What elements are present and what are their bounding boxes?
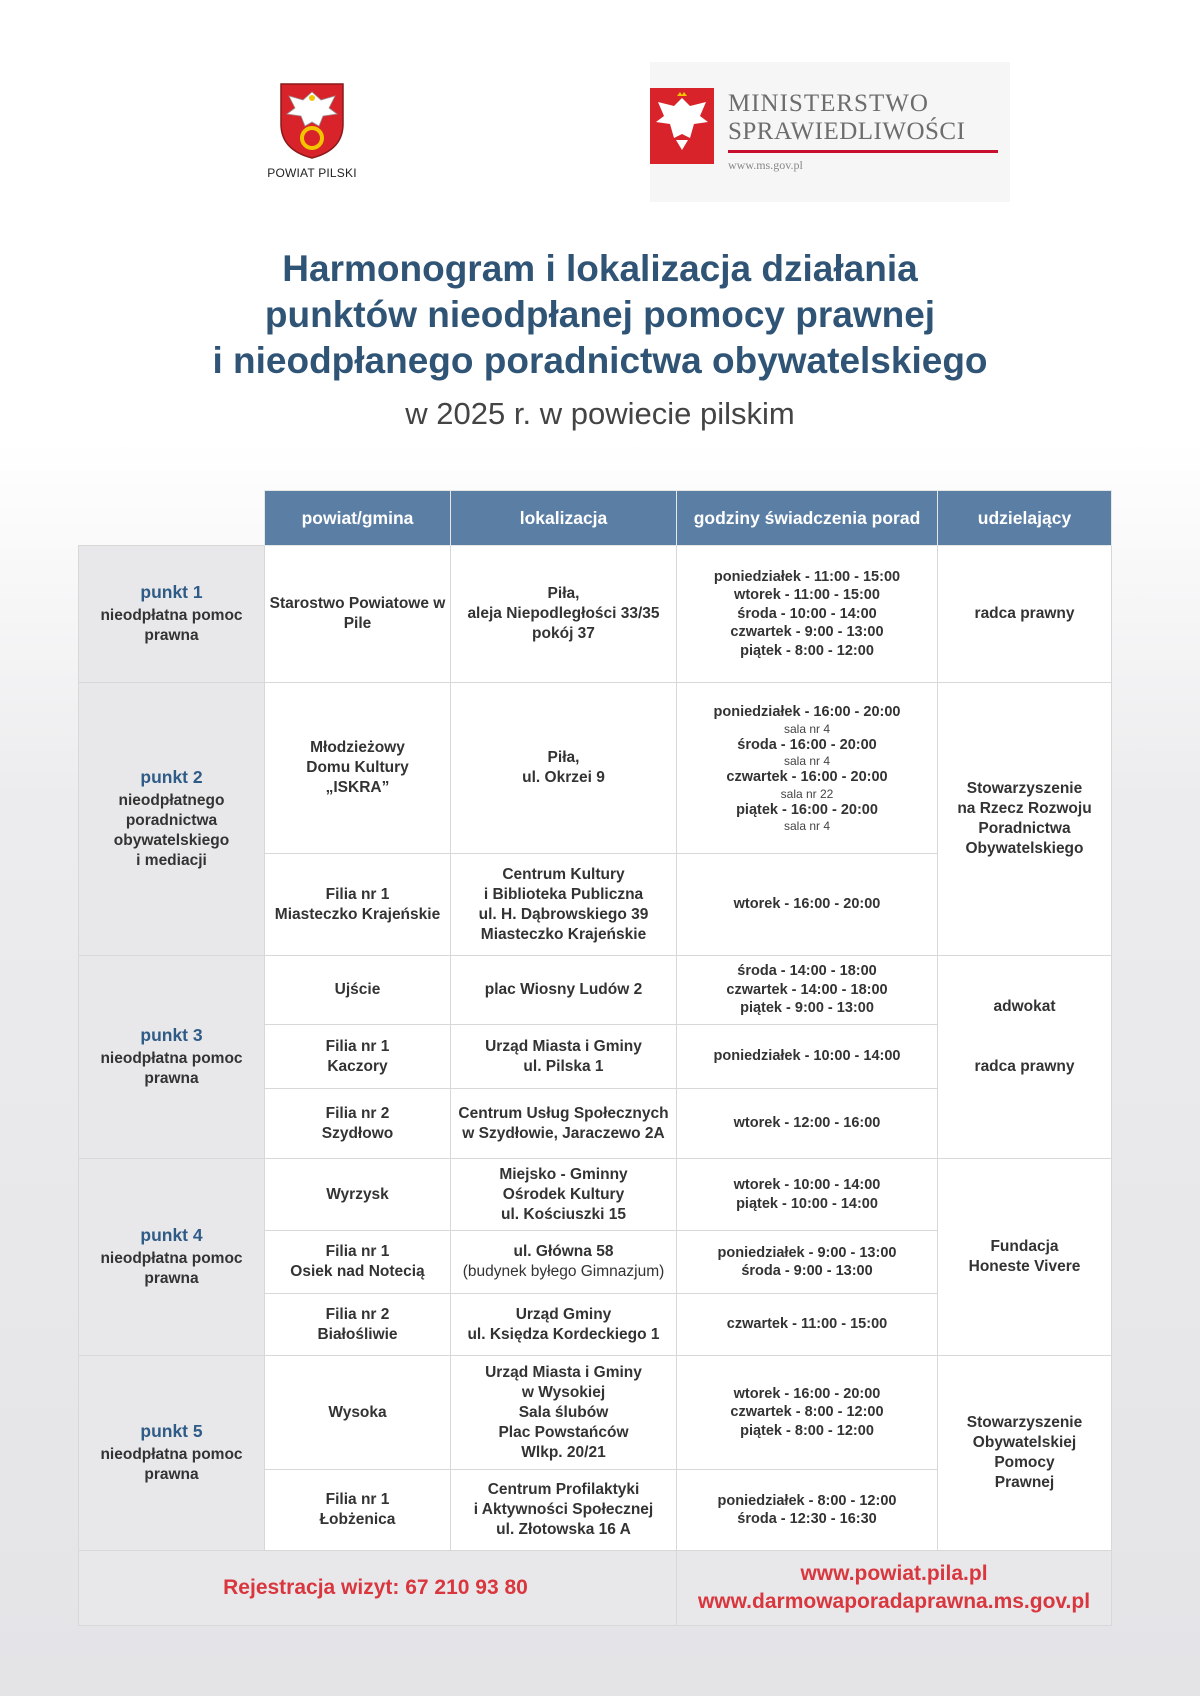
hours-line: czwartek - 9:00 - 13:00 <box>730 624 884 641</box>
gmina-text: Ujście <box>334 981 381 998</box>
provider-cell <box>938 956 1112 1159</box>
gmina-cell <box>265 854 451 956</box>
loc-line: ul. Złotowska 16 A <box>496 1521 631 1538</box>
hours-cell <box>677 1356 938 1470</box>
table-row <box>79 956 1112 1025</box>
hours-line: wtorek - 12:00 - 16:00 <box>733 1115 881 1132</box>
loc-line: pokój 37 <box>532 625 595 642</box>
gmina-text: „ISKRA” <box>325 779 390 796</box>
hours-cell <box>677 1231 938 1294</box>
hours-line: środa - 12:30 - 16:30 <box>737 1511 877 1527</box>
loc-line: Miejsko - Gminny <box>499 1165 628 1183</box>
footer-links <box>677 1551 1112 1626</box>
provider-cell <box>938 1159 1112 1356</box>
provider-cell <box>938 683 1112 956</box>
provider-cell <box>938 546 1112 683</box>
provider-text: radca prawny <box>974 1058 1075 1075</box>
loc-line: Piła, <box>547 585 580 602</box>
hours-cell <box>677 1159 938 1231</box>
hours-cell <box>677 546 938 683</box>
hours-line: środa - 14:00 - 18:00 <box>737 963 877 980</box>
provider-text: Stowarzyszenie <box>966 1414 1083 1431</box>
punkt-type: nieodpłatna pomoc prawna <box>100 1050 243 1087</box>
provider-text: Honeste Vivere <box>968 1258 1081 1275</box>
provider-cell <box>938 1356 1112 1551</box>
hours-line: środa - 10:00 - 14:00 <box>737 605 877 622</box>
table-row <box>79 1356 1112 1470</box>
hours-line: poniedziałek - 10:00 - 14:00 <box>713 1048 901 1065</box>
punkt-name: punkt 2 <box>140 767 203 787</box>
provider-text: Prawnej <box>994 1474 1055 1491</box>
ministry-eagle-icon <box>650 88 714 164</box>
gmina-cell <box>265 1231 451 1294</box>
lokalizacja-cell <box>451 854 677 956</box>
punkt-name: punkt 3 <box>140 1025 203 1045</box>
punkt-1-label <box>79 546 265 683</box>
hours-line: wtorek - 16:00 - 20:00 <box>733 1385 881 1402</box>
loc-line: Urząd Gminy <box>515 1305 612 1323</box>
hours-line: piątek - 16:00 - 20:00 <box>736 801 878 818</box>
loc-line: ul. Kościuszki 15 <box>501 1205 626 1223</box>
gmina-text: Starostwo Powiatowe w Pile <box>269 595 446 632</box>
lokalizacja-cell <box>451 956 677 1025</box>
loc-line: plac Wiosny Ludów 2 <box>484 981 643 998</box>
lokalizacja-cell <box>451 683 677 854</box>
gmina-cell <box>265 1294 451 1356</box>
hours-line: czwartek - 11:00 - 15:00 <box>726 1316 888 1333</box>
lokalizacja-cell <box>451 546 677 683</box>
ministry-red-line <box>728 150 998 153</box>
punkt-type: i mediacji <box>136 852 207 869</box>
gmina-cell <box>265 1356 451 1470</box>
hours-line: poniedziałek - 16:00 - 20:00 <box>713 704 901 720</box>
page-title <box>0 246 1200 384</box>
hours-line: środa - 9:00 - 13:00 <box>741 1263 873 1279</box>
loc-line: Miasteczko Krajeńskie <box>480 925 647 943</box>
gmina-cell <box>265 1025 451 1089</box>
gmina-cell <box>265 546 451 683</box>
powiat-caption: POWIAT PILSKI <box>267 166 357 180</box>
gmina-text: Filia nr 2 <box>325 1104 390 1122</box>
powiat-url-link[interactable]: www.powiat.pila.pl <box>800 1562 988 1585</box>
title-line-3: i nieodpłanego poradnictwa obywatelskiego <box>212 340 988 381</box>
gmina-cell <box>265 956 451 1025</box>
provider-text: Obywatelskiej <box>972 1434 1077 1451</box>
provider-text: adwokat <box>993 998 1056 1015</box>
punkt-type: obywatelskiego <box>113 832 230 849</box>
table-row <box>79 1159 1112 1231</box>
hours-line: czwartek - 8:00 - 12:00 <box>730 1404 884 1421</box>
provider-text: Fundacja <box>990 1238 1059 1255</box>
loc-line: w Szydłowie, Jaraczewo 2A <box>462 1124 665 1142</box>
hours-line: piątek - 8:00 - 12:00 <box>740 642 874 659</box>
hours-line: piątek - 10:00 - 14:00 <box>736 1195 878 1212</box>
gmina-text: Osiek nad Notecią <box>290 1263 425 1280</box>
loc-line: Plac Powstańców <box>498 1423 629 1441</box>
provider-text: radca prawny <box>974 605 1075 622</box>
punkt-type: poradnictwa <box>125 812 218 829</box>
gmina-text: Filia nr 1 <box>325 885 390 903</box>
powiat-coat-of-arms-icon <box>279 82 345 160</box>
gmina-text: Szydłowo <box>321 1124 394 1142</box>
hours-line: piątek - 8:00 - 12:00 <box>740 1422 874 1439</box>
loc-line: Urząd Miasta i Gminy <box>485 1037 642 1055</box>
table-row <box>79 683 1112 854</box>
gmina-cell <box>265 1470 451 1551</box>
provider-text: Pomocy <box>994 1454 1055 1471</box>
hours-line: wtorek - 16:00 - 20:00 <box>733 896 881 913</box>
loc-line: ul. Główna 58 <box>513 1243 614 1260</box>
gmina-text: Łobżenica <box>319 1511 396 1528</box>
provider-text: Poradnictwa <box>978 820 1071 837</box>
gmina-text: Wyrzysk <box>326 1185 389 1203</box>
ms-url-link[interactable]: www.darmowaporadaprawna.ms.gov.pl <box>697 1590 1091 1613</box>
room-line: sala nr 4 <box>783 819 831 833</box>
gmina-text: Miasteczko Krajeńskie <box>274 905 441 923</box>
lokalizacja-cell <box>451 1025 677 1089</box>
loc-line: aleja Niepodległości 33/35 <box>467 605 660 622</box>
gmina-text: Filia nr 2 <box>325 1305 390 1323</box>
gmina-text: Filia nr 1 <box>325 1243 390 1260</box>
ministry-url: www.ms.gov.pl <box>728 158 803 172</box>
punkt-type: nieodpłatnego <box>118 792 225 809</box>
lokalizacja-cell <box>451 1159 677 1231</box>
hours-line: wtorek - 11:00 - 15:00 <box>734 587 880 604</box>
hours-line: czwartek - 14:00 - 18:00 <box>726 981 888 998</box>
hours-line: poniedziałek - 8:00 - 12:00 <box>717 1492 897 1509</box>
provider-text: na Rzecz Rozwoju <box>957 800 1092 817</box>
punkt-type: nieodpłatna pomoc prawna <box>100 607 243 644</box>
schedule-table <box>78 490 1111 1626</box>
lokalizacja-cell <box>451 1231 677 1294</box>
hours-line: środa - 16:00 - 20:00 <box>737 736 877 753</box>
loc-line: w Wysokiej <box>521 1383 606 1401</box>
loc-line: Ośrodek Kultury <box>502 1185 625 1203</box>
room-line: sala nr 4 <box>783 754 831 768</box>
punkt-name: punkt 4 <box>140 1225 203 1245</box>
lokalizacja-cell <box>451 1294 677 1356</box>
provider-text: Stowarzyszenie <box>966 780 1083 797</box>
header-godziny: godziny świadczenia porad <box>677 491 938 546</box>
hours-cell <box>677 1089 938 1159</box>
punkt-3-label <box>79 956 265 1159</box>
hours-line: poniedziałek - 11:00 - 15:00 <box>713 568 901 585</box>
ministry-logo <box>650 62 1010 202</box>
hours-line: czwartek - 16:00 - 20:00 <box>726 769 888 785</box>
ministry-name-line2: SPRAWIEDLIWOŚCI <box>728 118 966 145</box>
lokalizacja-cell <box>451 1089 677 1159</box>
punkt-4-label <box>79 1159 265 1356</box>
powiat-pilski-logo <box>262 82 362 180</box>
loc-line: ul. H. Dąbrowskiego 39 <box>478 905 649 923</box>
hours-line: wtorek - 10:00 - 14:00 <box>733 1177 881 1193</box>
gmina-text: Filia nr 1 <box>325 1491 390 1508</box>
loc-line: Sala ślubów <box>518 1403 609 1421</box>
ministry-name-line1: MINISTERSTWO <box>728 90 929 117</box>
loc-line: ul. Okrzei 9 <box>522 769 605 786</box>
header-udzielajacy: udzielający <box>938 491 1112 546</box>
loc-line: ul. Księdza Kordeckiego 1 <box>467 1325 660 1343</box>
hours-line: piątek - 9:00 - 13:00 <box>740 1000 874 1017</box>
hours-line: poniedziałek - 9:00 - 13:00 <box>717 1244 897 1261</box>
loc-line: (budynek byłego Gimnazjum) <box>462 1263 665 1280</box>
header-lokalizacja: lokalizacja <box>451 491 677 546</box>
loc-line: Centrum Usług Społecznych <box>458 1104 669 1122</box>
gmina-cell <box>265 1089 451 1159</box>
lokalizacja-cell <box>451 1470 677 1551</box>
gmina-text: Filia nr 1 <box>325 1037 390 1055</box>
hours-cell <box>677 1470 938 1551</box>
loc-line: Urząd Miasta i Gminy <box>485 1363 642 1381</box>
header-gmina: powiat/gmina <box>265 491 451 546</box>
loc-line: Piła, <box>547 749 580 766</box>
gmina-text: Młodzieżowy <box>310 739 405 756</box>
punkt-5-label <box>79 1356 265 1551</box>
punkt-type: nieodpłatna pomoc prawna <box>100 1250 243 1287</box>
hours-cell <box>677 1025 938 1089</box>
room-line: sala nr 22 <box>780 786 834 801</box>
gmina-text: Domu Kultury <box>306 759 409 776</box>
loc-line: i Aktywności Społecznej <box>473 1501 654 1518</box>
title-line-2: punktów nieodpłanej pomocy prawnej <box>264 294 936 335</box>
header-blank <box>79 491 265 546</box>
hours-cell <box>677 1294 938 1356</box>
loc-line: Centrum Kultury <box>502 865 625 883</box>
loc-line: Centrum Profilaktyki <box>487 1481 640 1498</box>
punkt-name: punkt 5 <box>140 1421 203 1441</box>
footer-row <box>79 1551 1112 1626</box>
gmina-cell <box>265 1159 451 1231</box>
gmina-text: Kaczory <box>327 1057 388 1075</box>
provider-text: Obywatelskiego <box>965 840 1084 857</box>
page-subtitle: w 2025 r. w powiecie pilskim <box>405 396 795 431</box>
punkt-name: punkt 1 <box>140 582 203 602</box>
gmina-text: Białośliwie <box>317 1325 398 1343</box>
hours-cell <box>677 854 938 956</box>
loc-line: ul. Pilska 1 <box>523 1057 604 1075</box>
gmina-text: Wysoka <box>328 1403 387 1421</box>
hours-cell <box>677 956 938 1025</box>
gmina-cell <box>265 683 451 854</box>
table-row <box>79 546 1112 683</box>
loc-line: Wlkp. 20/21 <box>521 1443 606 1461</box>
room-line: sala nr 4 <box>783 721 831 736</box>
punkt-2-label <box>79 683 265 956</box>
lokalizacja-cell <box>451 1356 677 1470</box>
hours-cell <box>677 683 938 854</box>
punkt-type: nieodpłatna pomoc prawna <box>100 1446 243 1483</box>
title-line-1: Harmonogram i lokalizacja działania <box>282 248 918 289</box>
registration-phone: Rejestracja wizyt: 67 210 93 80 <box>79 1551 677 1626</box>
loc-line: i Biblioteka Publiczna <box>483 885 644 903</box>
